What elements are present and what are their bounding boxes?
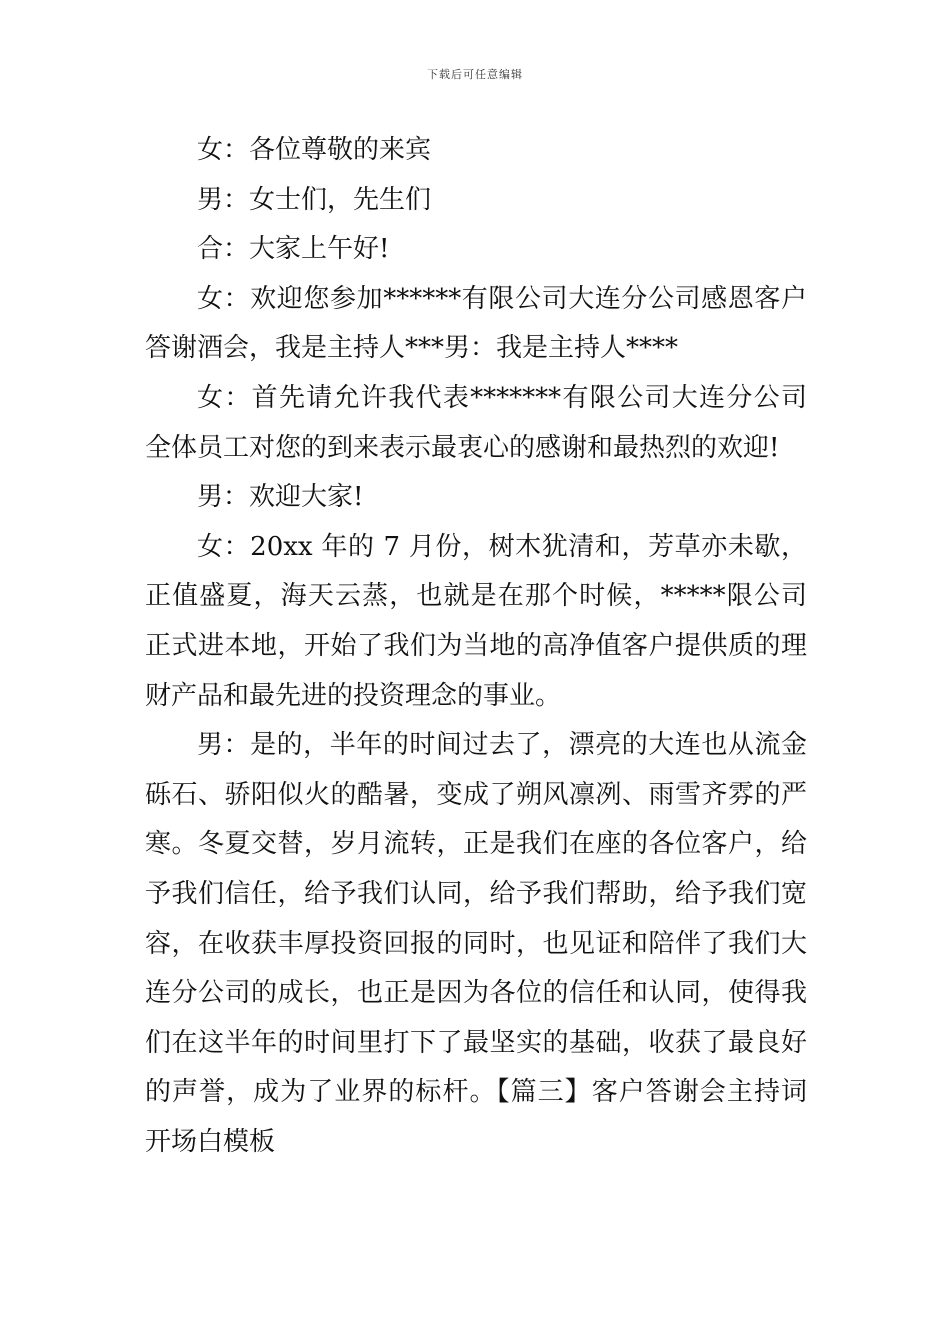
paragraph-2: 男：女士们，先生们 — [197, 184, 432, 215]
paragraph-6: 男：欢迎大家! — [197, 482, 364, 513]
document-body — [145, 126, 807, 1167]
paragraph-3: 合：大家上午好! — [197, 234, 390, 265]
paragraph-4: 女：欢迎您参加******有限公司大连分公司感恩客户答谢酒会，我是主持人***男：我是主持人**** — [145, 283, 807, 364]
paragraph-1: 女：各位尊敬的来宾 — [197, 135, 432, 165]
paragraph-8: 男：是的，半年的时间过去了，漂亮的大连也从流金砾石、骄阳似火的酷暑，变成了朔风凛冽、雨雪齐雰的严寒。冬夏交替，岁月流转，正是我们在座的各位客户，给予我们信任，给予我们认同，给予我们帮助，给予我们宽容，在收获丰厚投资回报的同时，也见证和陪伴了我们大连分公司的成长，也正是因为各位的信任和认同，使得我们在这半年的时间里打下了最坚实的基础，收获了最良好的声誉，成为了业界的标杆。【篇三】客户答谢会主持词开场白模板 — [145, 730, 807, 1157]
page-header: 下载后可任意编辑 — [427, 68, 523, 81]
paragraph-7: 女：20xx 年的 7 月份，树木犹清和，芳草亦未歇，正值盛夏，海天云蒸，也就是在那个时候，*****限公司正式进本地，开始了我们为当地的高净值客户提供质的理财产品和最先进的投资理念的事业。 — [145, 531, 807, 711]
paragraph-5: 女：首先请允许我代表*******有限公司大连分公司全体员工对您的到来表示最衷心的感谢和最热烈的欢迎! — [145, 382, 807, 463]
